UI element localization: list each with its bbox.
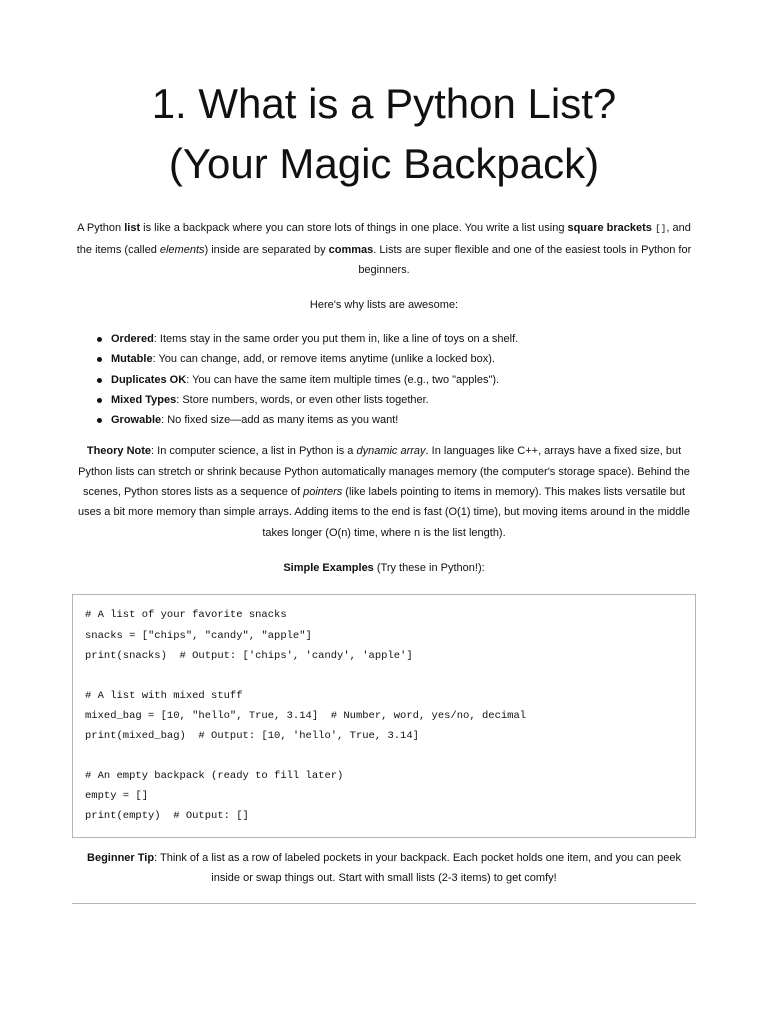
intro-bold-commas: commas	[328, 243, 374, 256]
code-line: empty = []	[85, 790, 149, 803]
intro-text: A Python	[77, 222, 125, 234]
code-line: # A list with mixed stuff	[85, 689, 243, 702]
list-item	[111, 410, 768, 430]
why-heading: Here's why lists are awesome:	[309, 298, 459, 311]
code-line: snacks = ["chips", "candy", "apple"]	[85, 629, 312, 642]
code-block	[72, 594, 696, 837]
theory-text: (like labels pointing to items in memory). This makes lists versatile but uses a bit more memory than simple arrays. Adding items to the end is fast (O(1) time), but moving items around in the middle takes longer (O(n) time, where n is the list length).	[78, 486, 690, 539]
features-list	[0, 329, 768, 430]
intro-bold-list: list	[124, 222, 141, 234]
examples-label: Simple Examples	[283, 561, 374, 574]
intro-text: , and the items (called	[76, 222, 691, 256]
code-line: print(snacks) # Output: ['chips', 'candy', 'apple']	[85, 649, 413, 662]
list-item	[111, 390, 768, 410]
beginner-tip-paragraph	[74, 848, 694, 889]
intro-paragraph	[74, 218, 694, 281]
feature-term: Mutable	[111, 353, 153, 366]
examples-heading	[74, 558, 694, 579]
beginner-tip-text: : Think of a list as a row of labeled pockets in your backpack. Each pocket holds one item, and you can peek inside or swap things out. Start with small lists (2-3 items) to get comfy!	[154, 851, 681, 884]
list-item	[111, 349, 768, 369]
feature-term: Ordered	[111, 333, 154, 345]
code-line: print(mixed_bag) # Output: [10, 'hello', True, 3.14]	[85, 730, 419, 743]
code-line: mixed_bag = [10, "hello", True, 3.14] # Number, word, yes/no, decimal	[85, 709, 527, 722]
title-line-1: 1. What is a Python List?	[151, 80, 617, 127]
feature-term: Mixed Types	[111, 393, 177, 406]
intro-bold-square-brackets: square brackets	[567, 222, 652, 234]
feature-desc: : No fixed size—add as many items as you want!	[161, 414, 399, 427]
title-line-2: (Your Magic Backpack)	[168, 140, 600, 187]
theory-note-paragraph	[74, 441, 694, 542]
section-divider	[72, 903, 696, 904]
code-line: # A list of your favorite snacks	[85, 609, 287, 622]
theory-italic-pointers: pointers	[303, 486, 343, 499]
list-item	[111, 370, 768, 390]
feature-desc: : Items stay in the same order you put them in, like a line of toys on a shelf.	[153, 333, 519, 345]
theory-note-label: Theory Note	[86, 445, 152, 458]
beginner-tip-label: Beginner Tip	[87, 851, 155, 864]
code-line: print(empty) # Output: []	[85, 810, 249, 823]
list-item	[111, 329, 768, 349]
feature-term: Growable	[111, 414, 162, 427]
feature-desc: : Store numbers, words, or even other lists together.	[176, 393, 429, 406]
intro-text: ) inside are separated by	[204, 243, 329, 256]
feature-desc: : You can have the same item multiple times (e.g., two "apples").	[186, 373, 500, 386]
examples-suffix: (Try these in Python!):	[373, 561, 485, 574]
code-line: # An empty backpack (ready to fill later)	[85, 770, 344, 783]
theory-italic-dynamic-array: dynamic array	[356, 445, 426, 458]
code-line	[85, 666, 683, 686]
page-title	[0, 0, 768, 194]
inline-code-brackets: []	[654, 223, 667, 234]
code-line	[85, 746, 683, 766]
theory-text: : In computer science, a list in Python is a	[151, 445, 357, 458]
theory-text: . In languages like C++, arrays have a fixed size, but Python lists can stretch or shrink because Python automatically manages memory (the computer's storage space). Behind the scenes, Python stores lists as a sequence of	[78, 445, 690, 499]
intro-text: is like a backpack where you can store lots of things in one place. You write a list using	[140, 222, 568, 234]
intro-text: . Lists are super flexible and one of the easiest tools in Python for beginners.	[358, 243, 692, 276]
feature-desc: : You can change, add, or remove items anytime (unlike a locked box).	[152, 353, 495, 366]
feature-term: Duplicates OK	[111, 373, 187, 386]
intro-italic-elements: elements	[159, 243, 205, 256]
